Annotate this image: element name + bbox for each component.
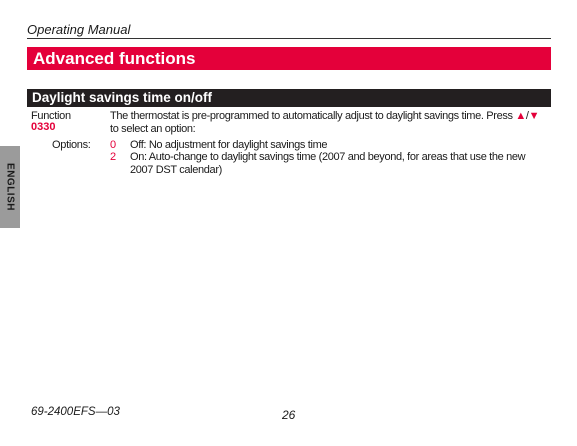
description-text-after: to select an option: bbox=[110, 122, 196, 135]
option-value: 2 bbox=[110, 151, 116, 163]
description-text-before: The thermostat is pre-programmed to automatically adjust to daylight savings time. Press bbox=[110, 110, 516, 122]
up-arrow-icon: ▲ bbox=[515, 110, 526, 122]
function-code: 0330 bbox=[31, 121, 56, 133]
arrow-separator: / bbox=[525, 110, 529, 122]
language-side-tab bbox=[0, 146, 20, 228]
down-arrow-icon: ▼ bbox=[528, 110, 540, 122]
page-number: 26 bbox=[282, 408, 296, 422]
subsection-title: Daylight savings time on/off bbox=[27, 89, 551, 107]
options-label: Options: bbox=[52, 139, 91, 151]
option-text: Off: No adjustment for daylight savings time bbox=[130, 139, 328, 151]
option-text: On: Auto-change to daylight savings time (2007 and beyond, for areas that use the new 2007 DST calendar) bbox=[130, 151, 526, 176]
section-title: Advanced functions bbox=[27, 47, 551, 70]
language-side-tab-label: ENGLISH bbox=[4, 163, 16, 211]
option-value: 0 bbox=[110, 139, 116, 151]
document-code: 69-2400EFS—03 bbox=[31, 406, 120, 418]
page-header-title: Operating Manual bbox=[27, 22, 131, 37]
function-description bbox=[110, 110, 550, 135]
function-label: Function bbox=[31, 110, 71, 122]
header-divider bbox=[27, 38, 551, 39]
